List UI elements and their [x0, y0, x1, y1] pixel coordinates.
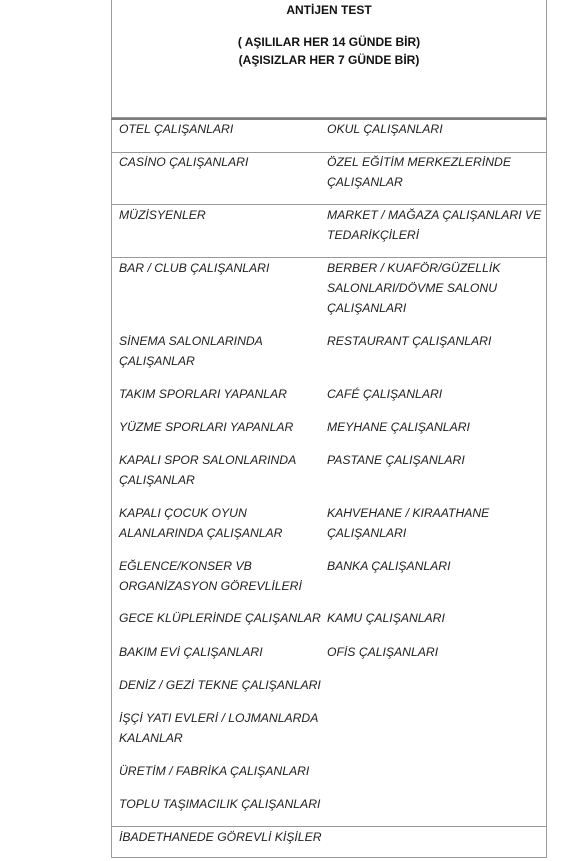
list-item-right: BERBER / KUAFÖR/GÜZELLİK SALONLARI/DÖVME SALONU ÇALIŞANLARI	[327, 261, 501, 315]
table-header	[111, 0, 547, 118]
list-item-left: CASİNO ÇALIŞANLARI	[119, 155, 249, 169]
header-unvaccinated-line: (AŞISIZLAR HER 7 GÜNDE BİR)	[238, 53, 420, 67]
list-item-right: CAFÉ ÇALIŞANLARI	[327, 387, 443, 401]
list-item-left: EĞLENCE/KONSER VB ORGANİZASYON GÖREVLİLERİ	[119, 559, 302, 593]
list-item-right: MARKET / MAĞAZA ÇALIŞANLARI VE TEDARİKÇİLERİ	[327, 208, 542, 242]
list-item-left: BAR / CLUB ÇALIŞANLARI	[119, 261, 270, 275]
list-item-right: BANKA ÇALIŞANLARI	[327, 559, 451, 573]
list-item-left: İBADETHANEDE GÖREVLİ KİŞİLER	[119, 830, 322, 844]
list-item-right: ÖZEL EĞİTİM MERKEZLERİNDE ÇALIŞANLAR	[327, 155, 511, 189]
list-item-right: KAHVEHANE / KIRAATHANE ÇALIŞANLARI	[327, 506, 490, 540]
list-item-right: OKUL ÇALIŞANLARI	[327, 122, 443, 136]
list-item-left: KAPALI SPOR SALONLARINDA ÇALIŞANLAR	[119, 453, 297, 487]
list-item-left: DENİZ / GEZİ TEKNE ÇALIŞANLARI	[119, 678, 321, 692]
list-item-left: ÜRETİM / FABRİKA ÇALIŞANLARI	[119, 764, 310, 778]
list-item-right: OFİS ÇALIŞANLARI	[327, 645, 439, 659]
list-item-left: TOPLU TAŞIMACILIK ÇALIŞANLARI	[119, 797, 321, 811]
list-item-left: İŞÇİ YATI EVLERİ / LOJMANLARDA KALANLAR	[119, 711, 319, 745]
header-title: ANTİJEN TEST	[286, 3, 372, 17]
list-item-left: YÜZME SPORLARI YAPANLAR	[119, 420, 294, 434]
list-item-left: OTEL ÇALIŞANLARI	[119, 122, 234, 136]
list-item-right: RESTAURANT ÇALIŞANLARI	[327, 334, 492, 348]
list-item-right: KAMU ÇALIŞANLARI	[327, 611, 445, 625]
list-item-left: MÜZİSYENLER	[119, 208, 206, 222]
list-item-right: PASTANE ÇALIŞANLARI	[327, 453, 465, 467]
header-vaccinated-line: ( AŞILILAR HER 14 GÜNDE BİR)	[237, 35, 421, 49]
list-item-left: KAPALI ÇOCUK OYUN ALANLARINDA ÇALIŞANLAR	[119, 506, 283, 540]
list-item-left: SİNEMA SALONLARINDA ÇALIŞANLAR	[119, 334, 263, 368]
list-item-left: TAKIM SPORLARI YAPANLAR	[119, 387, 287, 401]
list-item-left: BAKIM EVİ ÇALIŞANLARI	[119, 645, 263, 659]
table-bottom-border	[111, 857, 547, 858]
list-item-left: GECE KLÜPLERİNDE ÇALIŞANLAR	[119, 611, 321, 625]
list-item-right: MEYHANE ÇALIŞANLARI	[327, 420, 470, 434]
